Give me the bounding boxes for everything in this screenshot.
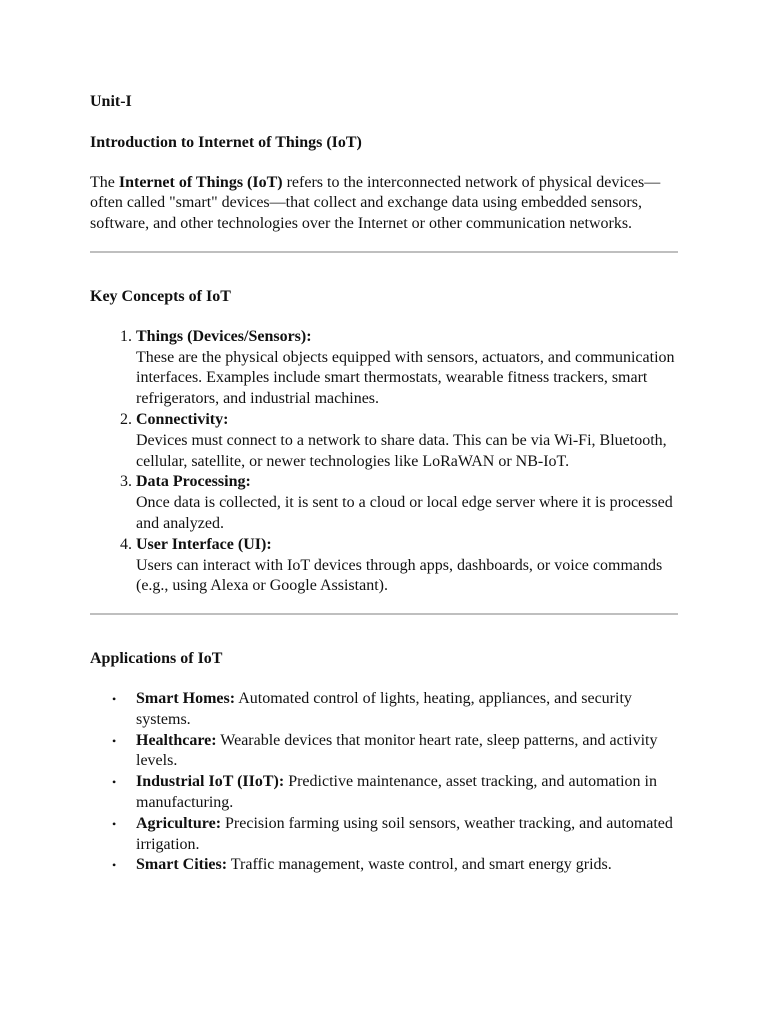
concept-title: 3. Data Processing:: [136, 473, 251, 491]
concepts-heading: Key Concepts of IoT: [90, 287, 231, 305]
intro-term: Internet of Things (IoT): [118, 173, 283, 191]
section-divider: [90, 251, 678, 253]
application-label: Smart Cities:: [136, 856, 228, 874]
bullet-icon: •: [112, 733, 117, 748]
intro-paragraph: [90, 173, 678, 235]
intro-lead: The: [90, 173, 119, 191]
unit-title: Unit-I: [90, 93, 132, 110]
bullet-icon: •: [112, 858, 117, 873]
concept-description: Devices must connect to a network to share data. This can be via Wi-Fi, Bluetooth, cellular, satellite, or newer technologies like LoRaWAN or NB-IoT.: [136, 431, 667, 470]
concept-description: Once data is collected, it is sent to a cloud or local edge server where it is processed and analyzed.: [136, 494, 673, 532]
concepts-list: [90, 327, 678, 597]
list-item: [136, 327, 678, 410]
application-text: Automated control of lights, heating, appliances, and security systems.: [136, 689, 632, 728]
application-text: Traffic management, waste control, and smart energy grids.: [227, 856, 612, 874]
list-item: [112, 731, 678, 773]
bullet-icon: •: [112, 691, 117, 706]
bullet-icon: •: [112, 816, 117, 831]
concept-title: 2. Connectivity:: [136, 410, 229, 428]
application-text: Predictive maintenance, asset tracking, and automation in manufacturing.: [136, 773, 657, 811]
list-item: [136, 472, 678, 534]
concept-description: Users can interact with IoT devices through apps, dashboards, or voice commands (e.g., using Alexa or Google Assistant).: [136, 556, 663, 595]
section-divider: [90, 613, 678, 615]
list-item: [112, 689, 678, 731]
application-label: Smart Homes:: [136, 689, 236, 707]
application-label: Industrial IoT (IIoT):: [136, 773, 285, 791]
application-text: Precision farming using soil sensors, weather tracking, and automated irrigation.: [136, 814, 673, 853]
bullet-icon: •: [112, 775, 117, 790]
applications-heading: Applications of IoT: [90, 650, 223, 668]
list-item: [136, 410, 678, 472]
intro-heading: Introduction to Internet of Things (IoT): [90, 133, 362, 151]
list-item: [136, 535, 678, 597]
concept-description: These are the physical objects equipped with sensors, actuators, and communication interfaces. Examples include smart thermostats, wearable fitness trackers, smart refrigerators, and industrial machines.: [136, 348, 675, 408]
concept-title: 4. User Interface (UI):: [136, 535, 272, 553]
application-label: Agriculture:: [136, 814, 222, 832]
list-item: [112, 772, 678, 814]
application-label: Healthcare:: [136, 731, 217, 749]
application-text: Wearable devices that monitor heart rate, sleep patterns, and activity levels.: [136, 731, 658, 770]
intro-body: refers to the interconnected network of physical devices—often called "smart" devices—that collect and exchange data using embedded sensors, software, and other technologies over the Internet or other communication networks.: [90, 173, 661, 233]
list-item: [112, 814, 678, 856]
concept-title: 1. Things (Devices/Sensors):: [136, 327, 312, 345]
applications-list: [90, 689, 678, 876]
list-item: [112, 855, 678, 876]
